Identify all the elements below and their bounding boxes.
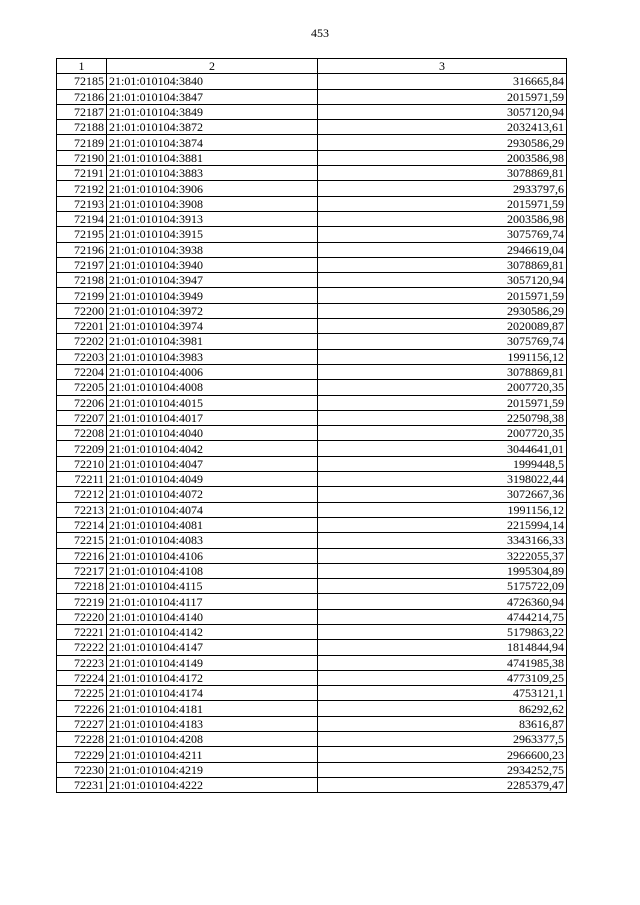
cadastral-number-cell: 21:01:010104:4081 [107,517,318,532]
table-row [57,655,567,670]
row-number-cell: 72222 [57,640,107,655]
value-cell: 1814844,94 [318,640,567,655]
cadastral-number-cell: 21:01:010104:3915 [107,227,318,242]
row-number-cell: 72219 [57,594,107,609]
row-number-cell: 72215 [57,533,107,548]
row-number-cell: 72228 [57,732,107,747]
table-row [57,150,567,165]
row-number-cell: 72203 [57,349,107,364]
row-number-cell: 72214 [57,517,107,532]
value-cell: 2930586,29 [318,135,567,150]
cadastral-number-cell: 21:01:010104:3981 [107,334,318,349]
table-row [57,349,567,364]
cadastral-number-cell: 21:01:010104:4172 [107,670,318,685]
row-number-cell: 72199 [57,288,107,303]
row-number-cell: 72209 [57,441,107,456]
row-number-cell: 72225 [57,686,107,701]
table-row [57,517,567,532]
value-cell: 3075769,74 [318,334,567,349]
row-number-cell: 72185 [57,74,107,89]
cadastral-number-cell: 21:01:010104:3913 [107,211,318,226]
value-cell: 316665,84 [318,74,567,89]
table-row [57,319,567,334]
value-cell: 2946619,04 [318,242,567,257]
row-number-cell: 72231 [57,777,107,792]
table-row [57,472,567,487]
table-row [57,487,567,502]
row-number-cell: 72193 [57,196,107,211]
value-cell: 2934252,75 [318,762,567,777]
value-cell: 3078869,81 [318,166,567,181]
cadastral-number-cell: 21:01:010104:3940 [107,257,318,272]
row-number-cell: 72210 [57,456,107,471]
row-number-cell: 72216 [57,548,107,563]
table-row [57,624,567,639]
table-row [57,502,567,517]
row-number-cell: 72217 [57,563,107,578]
value-cell: 3222055,37 [318,548,567,563]
value-cell: 2020089,87 [318,319,567,334]
row-number-cell: 72207 [57,410,107,425]
table-row [57,609,567,624]
value-cell: 2032413,61 [318,120,567,135]
column-header-2: 2 [107,59,318,74]
row-number-cell: 72204 [57,364,107,379]
value-cell: 3078869,81 [318,364,567,379]
header-row [57,59,567,74]
cadastral-number-cell: 21:01:010104:4219 [107,762,318,777]
table-row [57,594,567,609]
value-cell: 2007720,35 [318,380,567,395]
cadastral-number-cell: 21:01:010104:4106 [107,548,318,563]
cadastral-number-cell: 21:01:010104:4008 [107,380,318,395]
value-cell: 83616,87 [318,716,567,731]
table-row [57,410,567,425]
row-number-cell: 72187 [57,104,107,119]
value-cell: 2003586,98 [318,150,567,165]
table-header [57,59,567,74]
table-row [57,273,567,288]
row-number-cell: 72211 [57,472,107,487]
value-cell: 3072667,36 [318,487,567,502]
value-cell: 4726360,94 [318,594,567,609]
value-cell: 2015971,59 [318,288,567,303]
row-number-cell: 72230 [57,762,107,777]
value-cell: 3057120,94 [318,104,567,119]
row-number-cell: 72229 [57,747,107,762]
table-row [57,120,567,135]
cadastral-number-cell: 21:01:010104:4017 [107,410,318,425]
value-cell: 1991156,12 [318,502,567,517]
table-row [57,104,567,119]
registry-table [56,58,567,793]
value-cell: 1995304,89 [318,563,567,578]
table-row [57,426,567,441]
row-number-cell: 72186 [57,89,107,104]
row-number-cell: 72194 [57,211,107,226]
value-cell: 4744214,75 [318,609,567,624]
row-number-cell: 72189 [57,135,107,150]
row-number-cell: 72208 [57,426,107,441]
table-row [57,334,567,349]
value-cell: 2930586,29 [318,303,567,318]
value-cell: 2966600,23 [318,747,567,762]
cadastral-number-cell: 21:01:010104:4149 [107,655,318,670]
cadastral-number-cell: 21:01:010104:3947 [107,273,318,288]
row-number-cell: 72205 [57,380,107,395]
cadastral-number-cell: 21:01:010104:4115 [107,579,318,594]
value-cell: 3078869,81 [318,257,567,272]
table-row [57,242,567,257]
cadastral-number-cell: 21:01:010104:3840 [107,74,318,89]
cadastral-number-cell: 21:01:010104:4015 [107,395,318,410]
row-number-cell: 72198 [57,273,107,288]
cadastral-number-cell: 21:01:010104:4117 [107,594,318,609]
value-cell: 2015971,59 [318,196,567,211]
table-row [57,777,567,792]
cadastral-number-cell: 21:01:010104:4074 [107,502,318,517]
row-number-cell: 72201 [57,319,107,334]
cadastral-number-cell: 21:01:010104:3847 [107,89,318,104]
table-row [57,74,567,89]
row-number-cell: 72218 [57,579,107,594]
row-number-cell: 72200 [57,303,107,318]
table-row [57,533,567,548]
page-number: 453 [311,26,329,40]
value-cell: 3057120,94 [318,273,567,288]
value-cell: 3075769,74 [318,227,567,242]
value-cell: 5179863,22 [318,624,567,639]
row-number-cell: 72191 [57,166,107,181]
table-row [57,701,567,716]
row-number-cell: 72190 [57,150,107,165]
value-cell: 86292,62 [318,701,567,716]
cadastral-number-cell: 21:01:010104:4147 [107,640,318,655]
table-row [57,211,567,226]
table-row [57,166,567,181]
table-row [57,456,567,471]
value-cell: 4741985,38 [318,655,567,670]
cadastral-number-cell: 21:01:010104:4142 [107,624,318,639]
table-row [57,670,567,685]
table-row [57,257,567,272]
row-number-cell: 72188 [57,120,107,135]
table-row [57,716,567,731]
table-row [57,732,567,747]
cadastral-number-cell: 21:01:010104:4222 [107,777,318,792]
row-number-cell: 72213 [57,502,107,517]
column-header-1: 1 [57,59,107,74]
value-cell: 3343166,33 [318,533,567,548]
value-cell: 1991156,12 [318,349,567,364]
cadastral-number-cell: 21:01:010104:3983 [107,349,318,364]
row-number-cell: 72220 [57,609,107,624]
table-row [57,303,567,318]
cadastral-number-cell: 21:01:010104:4072 [107,487,318,502]
value-cell: 5175722,09 [318,579,567,594]
table-row [57,288,567,303]
value-cell: 3198022,44 [318,472,567,487]
value-cell: 2963377,5 [318,732,567,747]
row-number-cell: 72192 [57,181,107,196]
cadastral-number-cell: 21:01:010104:4040 [107,426,318,441]
table-row [57,548,567,563]
table-row [57,579,567,594]
row-number-cell: 72206 [57,395,107,410]
row-number-cell: 72221 [57,624,107,639]
table-row [57,196,567,211]
table-row [57,227,567,242]
cadastral-number-cell: 21:01:010104:4140 [107,609,318,624]
value-cell: 2933797,6 [318,181,567,196]
cadastral-number-cell: 21:01:010104:3872 [107,120,318,135]
cadastral-number-cell: 21:01:010104:4049 [107,472,318,487]
value-cell: 4753121,1 [318,686,567,701]
cadastral-number-cell: 21:01:010104:4047 [107,456,318,471]
row-number-cell: 72224 [57,670,107,685]
table-row [57,563,567,578]
cadastral-number-cell: 21:01:010104:3881 [107,150,318,165]
table-row [57,686,567,701]
row-number-cell: 72223 [57,655,107,670]
cadastral-number-cell: 21:01:010104:3906 [107,181,318,196]
value-cell: 2285379,47 [318,777,567,792]
row-number-cell: 72227 [57,716,107,731]
row-number-cell: 72197 [57,257,107,272]
value-cell: 2215994,14 [318,517,567,532]
value-cell: 2015971,59 [318,395,567,410]
table-row [57,380,567,395]
row-number-cell: 72212 [57,487,107,502]
value-cell: 2250798,38 [318,410,567,425]
table-row [57,762,567,777]
cadastral-number-cell: 21:01:010104:4183 [107,716,318,731]
cadastral-number-cell: 21:01:010104:4006 [107,364,318,379]
cadastral-number-cell: 21:01:010104:3849 [107,104,318,119]
table-row [57,364,567,379]
row-number-cell: 72226 [57,701,107,716]
table-row [57,441,567,456]
cadastral-number-cell: 21:01:010104:3974 [107,319,318,334]
cadastral-number-cell: 21:01:010104:4083 [107,533,318,548]
table-row [57,89,567,104]
value-cell: 3044641,01 [318,441,567,456]
column-header-3: 3 [318,59,567,74]
cadastral-number-cell: 21:01:010104:4108 [107,563,318,578]
value-cell: 2003586,98 [318,211,567,226]
cadastral-number-cell: 21:01:010104:3972 [107,303,318,318]
table-row [57,395,567,410]
table-body [57,74,567,793]
cadastral-number-cell: 21:01:010104:4211 [107,747,318,762]
row-number-cell: 72202 [57,334,107,349]
value-cell: 1999448,5 [318,456,567,471]
cadastral-number-cell: 21:01:010104:4208 [107,732,318,747]
cadastral-number-cell: 21:01:010104:4174 [107,686,318,701]
cadastral-number-cell: 21:01:010104:3874 [107,135,318,150]
cadastral-number-cell: 21:01:010104:3883 [107,166,318,181]
value-cell: 2007720,35 [318,426,567,441]
table-row [57,135,567,150]
cadastral-number-cell: 21:01:010104:3908 [107,196,318,211]
cadastral-number-cell: 21:01:010104:3938 [107,242,318,257]
table-row [57,181,567,196]
cadastral-number-cell: 21:01:010104:4042 [107,441,318,456]
row-number-cell: 72195 [57,227,107,242]
row-number-cell: 72196 [57,242,107,257]
cadastral-number-cell: 21:01:010104:4181 [107,701,318,716]
table-row [57,747,567,762]
value-cell: 4773109,25 [318,670,567,685]
value-cell: 2015971,59 [318,89,567,104]
table-row [57,640,567,655]
cadastral-number-cell: 21:01:010104:3949 [107,288,318,303]
